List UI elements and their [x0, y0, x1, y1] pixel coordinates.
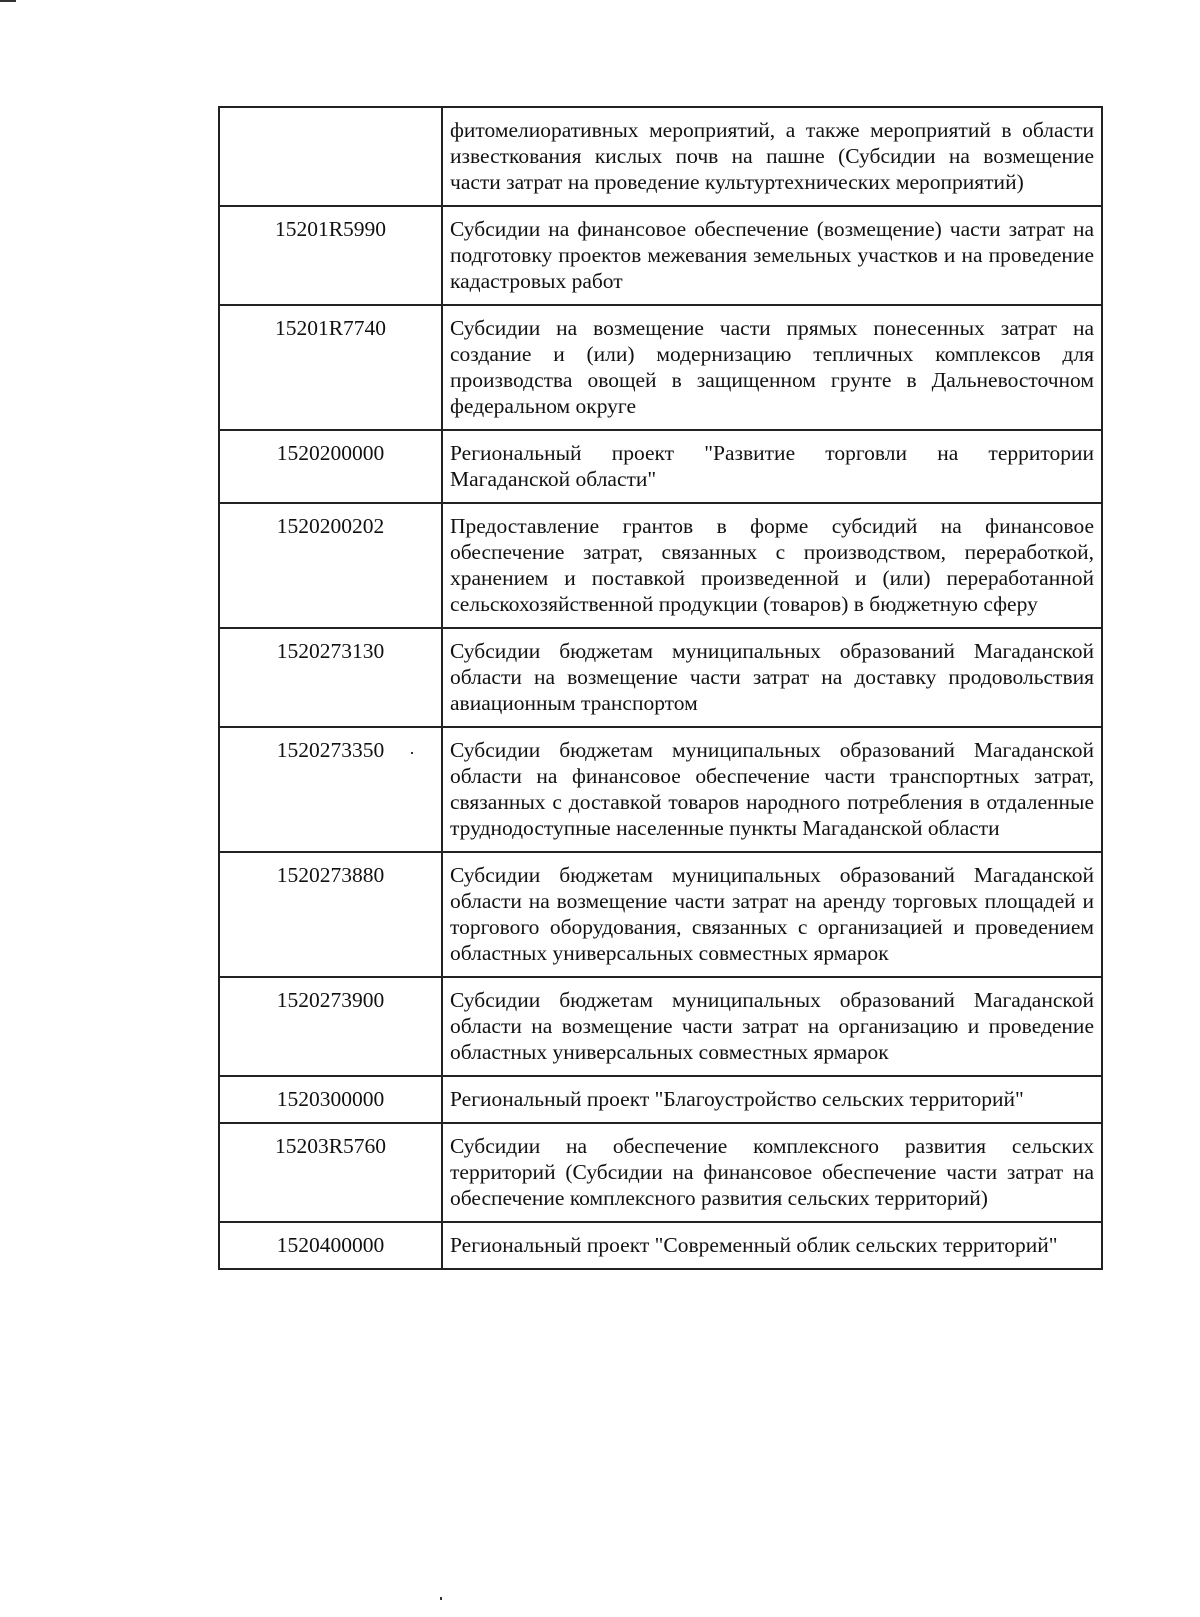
row-code — [219, 107, 442, 206]
row-code: 1520200202 — [219, 503, 442, 628]
table-row — [219, 206, 1102, 305]
table-row — [219, 1222, 1102, 1269]
row-code: 15201R7740 — [219, 305, 442, 430]
row-code: 15203R5760 — [219, 1123, 442, 1222]
row-description: Субсидии бюджетам муниципальных образований Магаданской области на финансовое обеспечение части транспортных затрат, связанных с доставкой товаров народного потребления в отдаленные труднодоступные населенные пункты Магаданской области — [442, 727, 1102, 852]
row-code: 1520273130 — [219, 628, 442, 727]
row-description: Субсидии на финансовое обеспечение (возмещение) части затрат на подготовку проектов межевания земельных участков и на проведение кадастровых работ — [442, 206, 1102, 305]
row-description: Региональный проект "Современный облик сельских территорий" — [442, 1222, 1102, 1269]
row-description: Субсидии бюджетам муниципальных образований Магаданской области на возмещение части затрат на аренду торговых площадей и торгового оборудования, связанных с организацией и проведением областных универсальных совместных ярмарок — [442, 852, 1102, 977]
row-description: фитомелиоративных мероприятий, а также мероприятий в области известкования кислых почв на пашне (Субсидии на возмещение части затрат на проведение культуртехнических мероприятий) — [442, 107, 1102, 206]
table-row — [219, 977, 1102, 1076]
row-description: Субсидии на обеспечение комплексного развития сельских территорий (Субсидии на финансовое обеспечение части затрат на обеспечение комплексного развития сельских территорий) — [442, 1123, 1102, 1222]
row-code: 1520273350 — [219, 727, 442, 852]
scan-artifact — [440, 1597, 442, 1600]
table-row — [219, 503, 1102, 628]
row-description: Предоставление грантов в форме субсидий на финансовое обеспечение затрат, связанных с производством, переработкой, хранением и поставкой произведенной и (или) переработанной сельскохозяйственной продукции (товаров) в бюджетную сферу — [442, 503, 1102, 628]
row-code: 15201R5990 — [219, 206, 442, 305]
row-description: Субсидии на возмещение части прямых понесенных затрат на создание и (или) модернизацию тепличных комплексов для производства овощей в защищенном грунте в Дальневосточном федеральном округе — [442, 305, 1102, 430]
row-code: 1520300000 — [219, 1076, 442, 1123]
budget-table — [218, 106, 1103, 1270]
row-description: Субсидии бюджетам муниципальных образований Магаданской области на возмещение части затрат на организацию и проведение областных универсальных совместных ярмарок — [442, 977, 1102, 1076]
table-row — [219, 628, 1102, 727]
row-description: Региональный проект "Благоустройство сельских территорий" — [442, 1076, 1102, 1123]
table-row — [219, 1076, 1102, 1123]
table-row — [219, 107, 1102, 206]
table-row — [219, 852, 1102, 977]
row-description: Субсидии бюджетам муниципальных образований Магаданской области на возмещение части затрат на доставку продовольствия авиационным транспортом — [442, 628, 1102, 727]
table-row — [219, 305, 1102, 430]
row-description: Региональный проект "Развитие торговли на территории Магаданской области" — [442, 430, 1102, 503]
row-code: 1520400000 — [219, 1222, 442, 1269]
row-code: 1520273900 — [219, 977, 442, 1076]
scan-artifact — [0, 0, 16, 2]
table-row — [219, 430, 1102, 503]
row-code: 1520200000 — [219, 430, 442, 503]
table-row — [219, 727, 1102, 852]
table-row — [219, 1123, 1102, 1222]
row-code: 1520273880 — [219, 852, 442, 977]
